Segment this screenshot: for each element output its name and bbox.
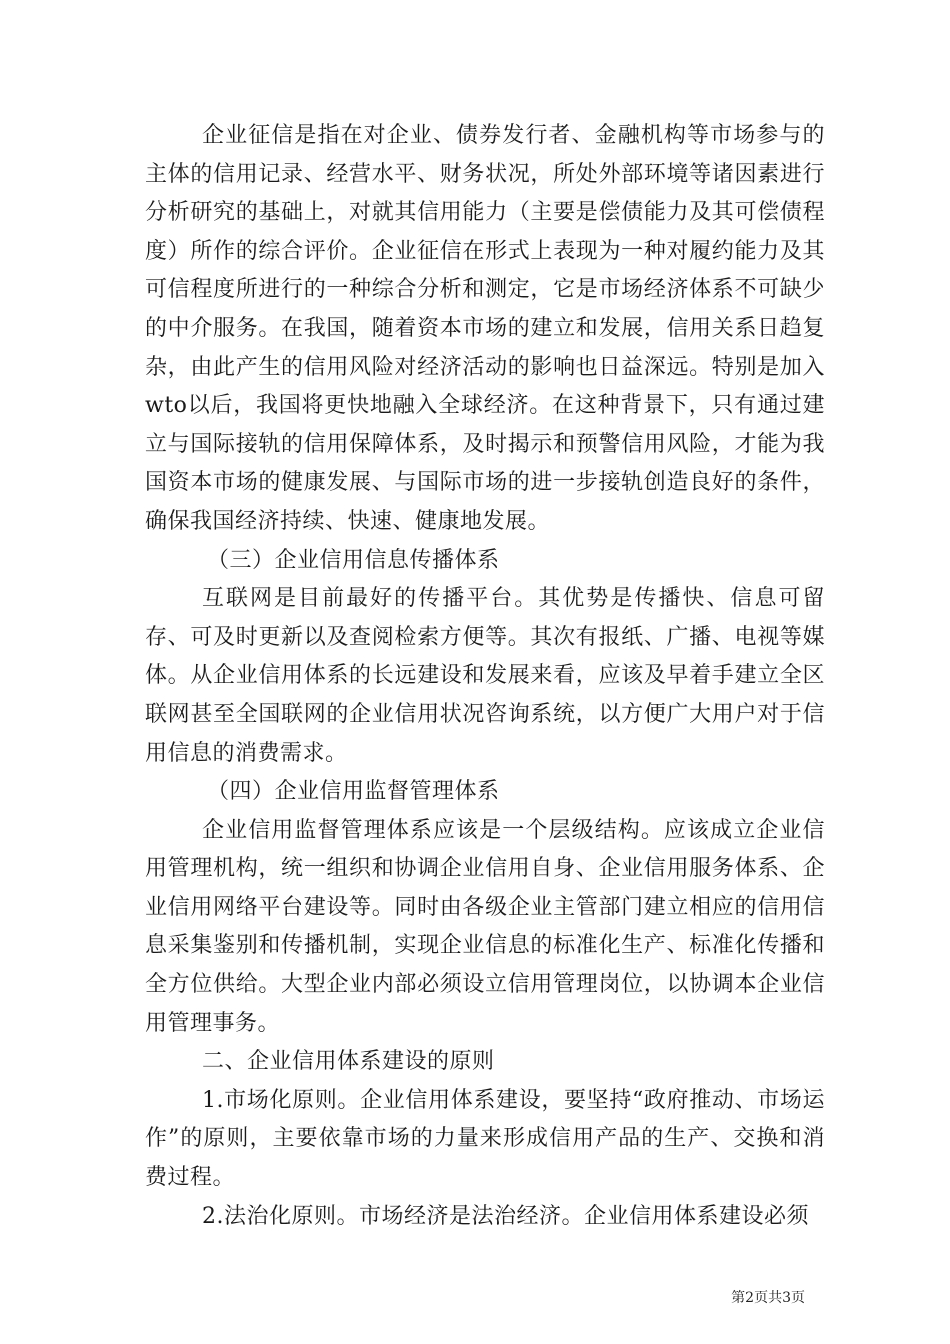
paragraph-enterprise-credit-definition: 企业征信是指在对企业、债券发行者、金融机构等市场参与的主体的信用记录、经营水平、财务状况，所处外部环境等诸因素进行分析研究的基础上，对就其信用能力（主要是偿债能力及其可偿债程度）所作的综合评价。企业征信在形式上表现为一种对履约能力及其可信程度所进行的一种综合分析和测定，它是市场经济体系不可缺少的中介服务。在我国，随着资本市场的建立和发展，信用关系日趋复杂，由此产生的信用风险对经济活动的影响也日益深远。特别是加入wto以后，我国将更快地融入全球经济。在这种背景下，只有通过建立与国际接轨的信用保障体系，及时揭示和预警信用风险，才能为我国资本市场的健康发展、与国际市场的进一步接轨创造良好的条件，确保我国经济持续、快速、健康地发展。	[145, 123, 825, 534]
section-heading-information-dissemination: （三）企业信用信息传播体系	[207, 547, 500, 573]
section-heading-supervision-management: （四）企业信用监督管理体系	[207, 779, 500, 805]
document-body	[145, 117, 825, 1236]
paragraph-supervision-structure: 企业信用监督管理体系应该是一个层级结构。应该成立企业信用管理机构，统一组织和协调企业信用自身、企业信用服务体系、企业信用网络平台建设等。同时由各级企业主管部门建立相应的信用信息采集鉴别和传播机制，实现企业信息的标准化生产、标准化传播和全方位供给。大型企业内部必须设立信用管理岗位，以协调本企业信用管理事务。	[145, 817, 825, 1036]
section-heading-construction-principles: 二、企业信用体系建设的原则	[202, 1049, 495, 1075]
paragraph-rule-of-law-principle: 2.法治化原则。市场经济是法治经济。企业信用体系建设必须	[202, 1203, 809, 1229]
paragraph-internet-platform: 互联网是目前最好的传播平台。其优势是传播快、信息可留存、可及时更新以及查阅检索方便等。其次有报纸、广播、电视等媒体。从企业信用体系的长远建设和发展来看，应该及早着手建立全区联网甚至全国联网的企业信用状况咨询系统，以方便广大用户对于信用信息的消费需求。	[145, 586, 825, 766]
page-number-footer: 第2页共3页	[731, 1290, 805, 1306]
paragraph-market-principle: 1.市场化原则。企业信用体系建设，要坚持“政府推动、市场运作”的原则，主要依靠市场的力量来形成信用产品的生产、交换和消费过程。	[145, 1087, 825, 1191]
